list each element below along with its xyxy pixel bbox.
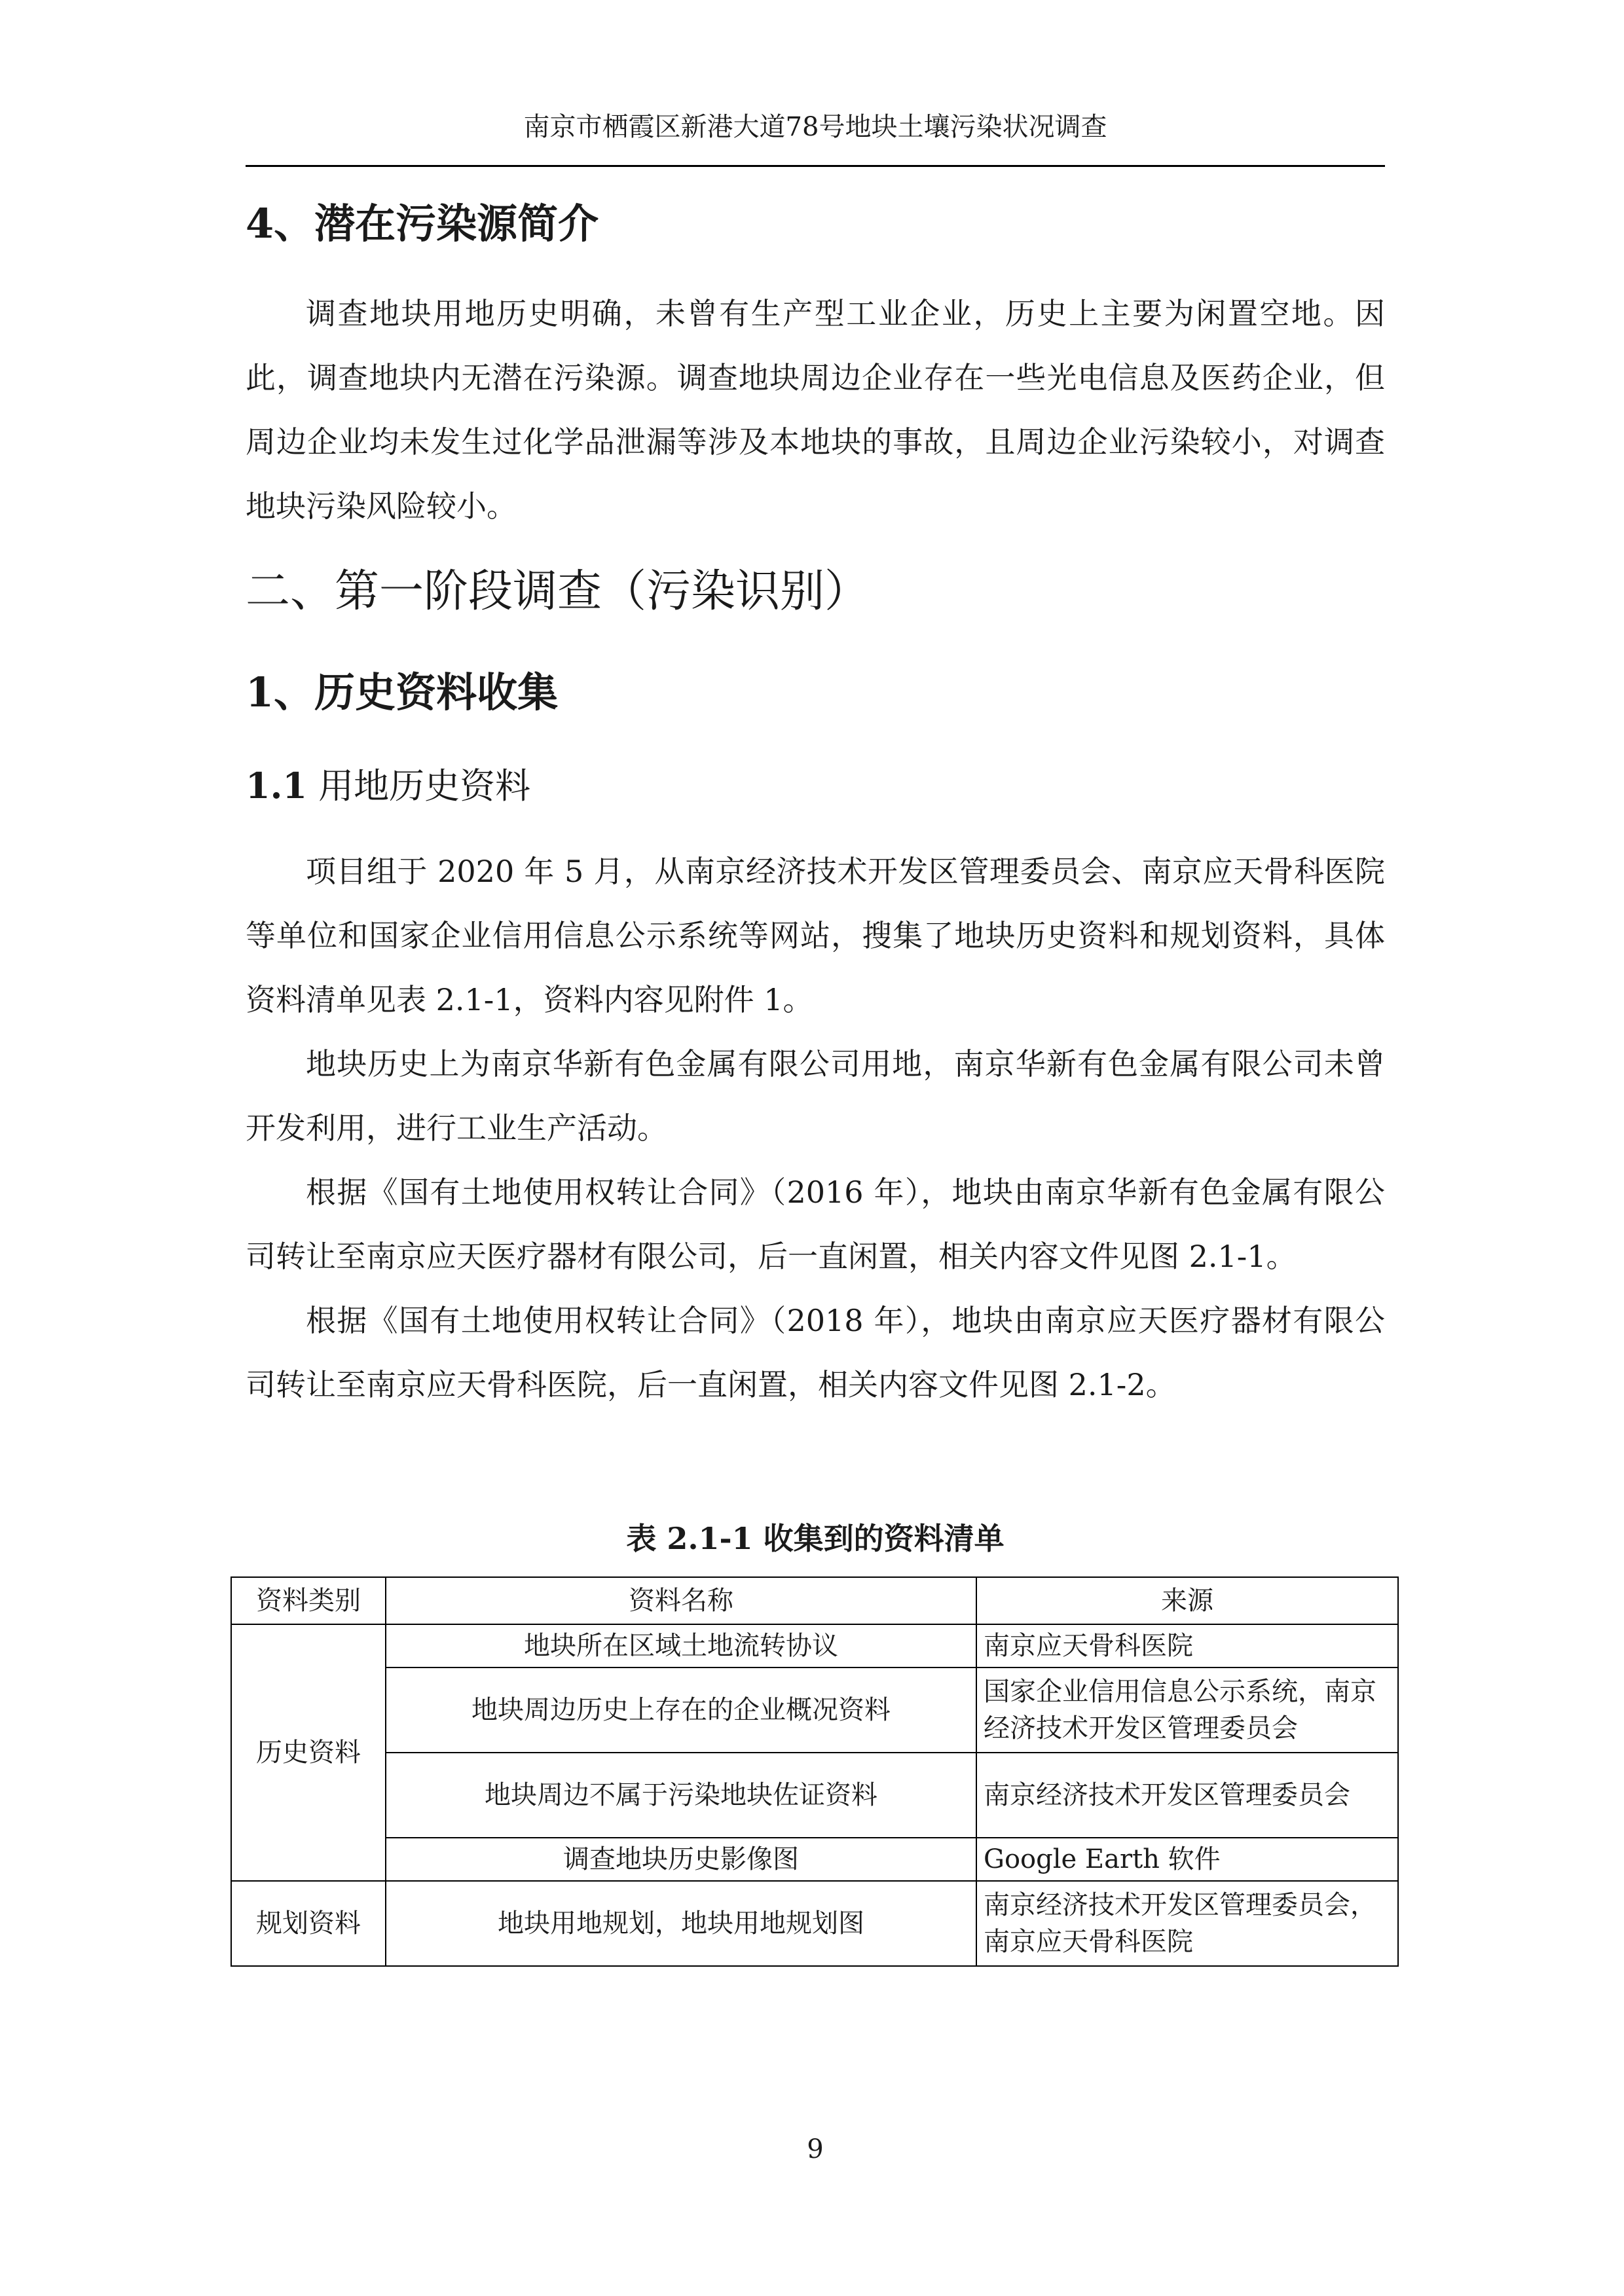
- materials-table: [231, 1576, 1399, 1967]
- paragraph: 项目组于 2020 年 5 月，从南京经济技术开发区管理委员会、南京应天骨科医院等单位和国家企业信用信息公示系统等网站，搜集了地块历史资料和规划资料，具体资料清单见表 2.1-1，资料内容见附件 1。: [246, 854, 1385, 1017]
- table-row: [231, 1838, 1398, 1881]
- paragraph: 根据《国有土地使用权转让合同》（2018 年），地块由南京应天医疗器材有限公司转让至南京应天骨科医院，后一直闲置，相关内容文件见图 2.1-2。: [246, 1303, 1385, 1402]
- column-header: 来源: [976, 1577, 1398, 1624]
- source-cell: 国家企业信用信息公示系统，南京经济技术开发区管理委员会: [976, 1667, 1398, 1753]
- source-cell: 南京经济技术开发区管理委员会: [976, 1753, 1398, 1838]
- category-cell: 历史资料: [231, 1624, 386, 1881]
- category-cell: 规划资料: [231, 1881, 386, 1966]
- page-number: 9: [807, 2134, 824, 2164]
- source-cell: 南京应天骨科医院: [976, 1624, 1398, 1667]
- table-caption: 表 2.1-1 收集到的资料清单: [626, 1521, 1005, 1556]
- section-4-body: [246, 282, 1385, 538]
- material-name-cell: 地块周边历史上存在的企业概况资料: [386, 1667, 976, 1753]
- material-name-cell: 调查地块历史影像图: [386, 1838, 976, 1881]
- column-header: 资料名称: [386, 1577, 976, 1624]
- column-header: 资料类别: [231, 1577, 386, 1624]
- source-cell: 南京经济技术开发区管理委员会，南京应天骨科医院: [976, 1881, 1398, 1966]
- table-row: [231, 1753, 1398, 1838]
- running-header: 南京市栖霞区新港大道78号地块土壤污染状况调查: [523, 112, 1107, 142]
- table-header-row: [231, 1577, 1398, 1624]
- subsection-number: 1.1: [246, 765, 307, 807]
- paragraph: 调查地块用地历史明确，未曾有生产型工业企业，历史上主要为闲置空地。因此，调查地块内无潜在污染源。调查地块周边企业存在一些光电信息及医药企业，但周边企业均未发生过化学品泄漏等涉及本地块的事故，且周边企业污染较小，对调查地块污染风险较小。: [246, 296, 1385, 524]
- table-row: [231, 1667, 1398, 1753]
- material-name-cell: 地块用地规划，地块用地规划图: [386, 1881, 976, 1966]
- subsection-title: 用地历史资料: [318, 765, 531, 807]
- header-divider: [246, 165, 1385, 167]
- paragraph: 根据《国有土地使用权转让合同》（2016 年），地块由南京华新有色金属有限公司转让至南京应天医疗器材有限公司，后一直闲置，相关内容文件见图 2.1-1。: [246, 1175, 1385, 1274]
- subsection-heading-1-1: [246, 763, 530, 809]
- table-row: [231, 1624, 1398, 1667]
- source-cell: Google Earth 软件: [976, 1838, 1398, 1881]
- material-name-cell: 地块周边不属于污染地块佐证资料: [386, 1753, 976, 1838]
- section-1-1-body: [246, 839, 1385, 1417]
- material-name-cell: 地块所在区域土地流转协议: [386, 1624, 976, 1667]
- table-row: [231, 1881, 1398, 1966]
- section-heading-1: 1、历史资料收集: [246, 668, 559, 716]
- section-heading-4: 4、潜在污染源简介: [246, 200, 599, 247]
- chapter-heading: 二、第一阶段调查（污染识别）: [246, 566, 870, 617]
- paragraph: 地块历史上为南京华新有色金属有限公司用地，南京华新有色金属有限公司未曾开发利用，进行工业生产活动。: [246, 1046, 1385, 1146]
